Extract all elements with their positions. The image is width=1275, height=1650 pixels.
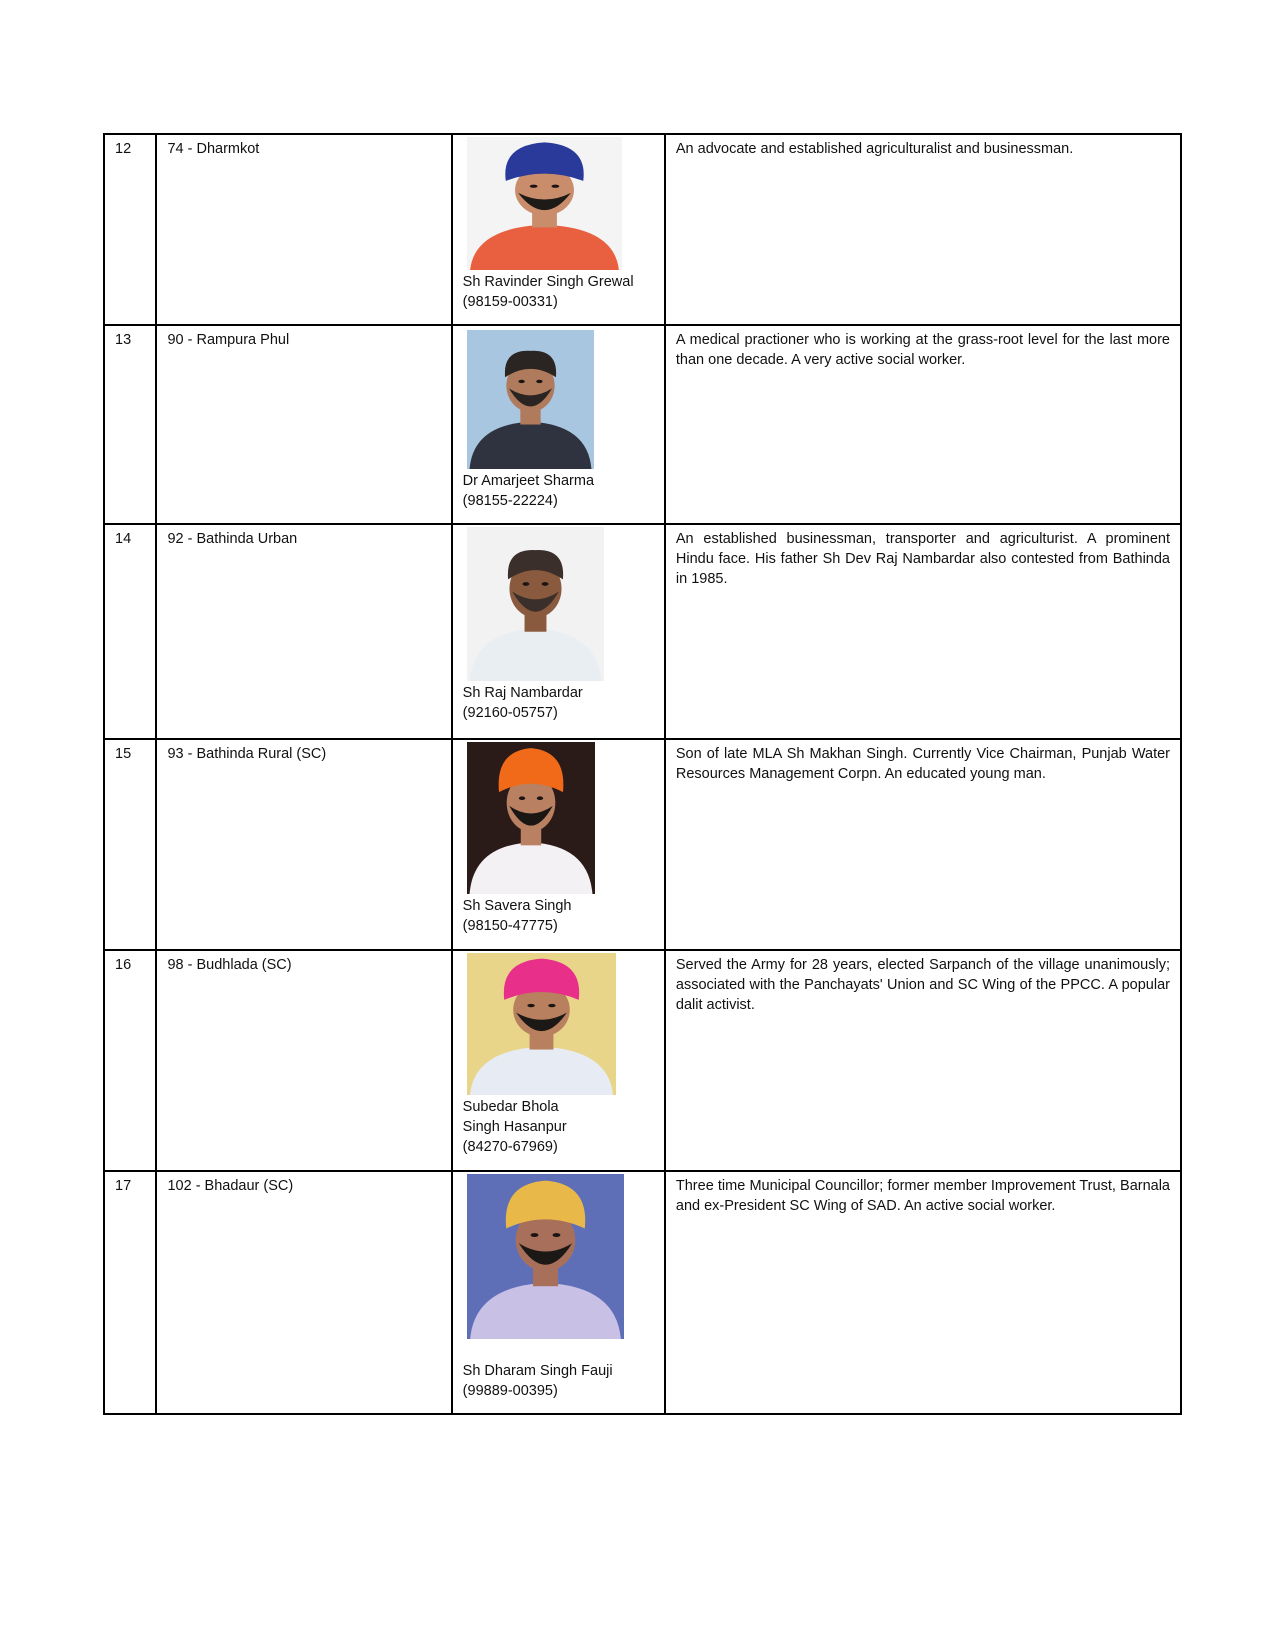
constituency: 93 - Bathinda Rural (SC) xyxy=(156,739,451,950)
candidate-photo xyxy=(467,137,622,270)
eye-shape xyxy=(552,1233,560,1237)
eye-shape xyxy=(518,380,524,383)
serial-number: 16 xyxy=(104,950,156,1171)
constituency: 90 - Rampura Phul xyxy=(156,325,451,524)
eye-shape xyxy=(522,582,529,586)
eye-shape xyxy=(529,185,537,188)
candidate-name: Sh Dharam Singh Fauji xyxy=(462,1363,613,1379)
candidate-description: Three time Municipal Councillor; former member Improvement Trust, Barnala and ex-President SC Wing of SAD. An active social worker. xyxy=(665,1171,1181,1414)
portrait-illustration xyxy=(467,137,622,270)
candidate-photo xyxy=(467,330,594,469)
constituency: 98 - Budhlada (SC) xyxy=(156,950,451,1171)
eye-shape xyxy=(536,796,542,800)
portrait-illustration xyxy=(467,527,604,681)
portrait-illustration xyxy=(467,1174,624,1339)
candidate-name: Singh Hasanpur xyxy=(462,1119,567,1135)
table-row xyxy=(104,739,1181,950)
portrait-illustration xyxy=(467,330,594,469)
serial-number: 15 xyxy=(104,739,156,950)
table-row xyxy=(104,325,1181,524)
candidate-name: Sh Savera Singh xyxy=(462,898,572,914)
candidate-photo xyxy=(467,527,604,681)
candidate-description: Served the Army for 28 years, elected Sarpanch of the village unanimously; associated with the Panchayats' Union and SC Wing of the PPCC. A popular dalit activist. xyxy=(665,950,1181,1171)
candidate-cell xyxy=(452,325,665,524)
candidate-cell xyxy=(452,950,665,1171)
serial-number: 13 xyxy=(104,325,156,524)
table-row xyxy=(104,524,1181,739)
candidate-phone: (99889-00395) xyxy=(462,1383,558,1399)
eye-shape xyxy=(519,796,525,800)
portrait-illustration xyxy=(467,742,595,894)
constituency: 92 - Bathinda Urban xyxy=(156,524,451,739)
candidates-table xyxy=(103,133,1182,1415)
eye-shape xyxy=(530,1233,538,1237)
candidate-phone: (98155-22224) xyxy=(462,493,558,509)
constituency: 102 - Bhadaur (SC) xyxy=(156,1171,451,1414)
eye-shape xyxy=(551,185,559,188)
serial-number: 17 xyxy=(104,1171,156,1414)
candidate-name: Dr Amarjeet Sharma xyxy=(462,473,595,489)
candidate-photo xyxy=(467,1174,624,1339)
candidate-phone: (92160-05757) xyxy=(462,705,558,721)
eye-shape xyxy=(548,1004,555,1007)
candidate-photo xyxy=(467,742,595,894)
candidate-name: Subedar Bhola xyxy=(462,1099,559,1115)
candidate-cell xyxy=(452,739,665,950)
candidate-name: Sh Ravinder Singh Grewal xyxy=(462,274,634,290)
candidate-phone: (98150-47775) xyxy=(462,918,558,934)
candidate-description: Son of late MLA Sh Makhan Singh. Currently Vice Chairman, Punjab Water Resources Management Corpn. An educated young man. xyxy=(665,739,1181,950)
candidate-cell xyxy=(452,134,665,325)
candidate-phone: (84270-67969) xyxy=(462,1139,558,1155)
eye-shape xyxy=(536,380,542,383)
portrait-illustration xyxy=(467,953,616,1095)
candidate-photo xyxy=(467,953,616,1095)
serial-number: 14 xyxy=(104,524,156,739)
eye-shape xyxy=(527,1004,534,1007)
candidate-description: A medical practioner who is working at the grass-root level for the last more than one decade. A very active social worker. xyxy=(665,325,1181,524)
candidate-description: An established businessman, transporter and agriculturist. A prominent Hindu face. His father Sh Dev Raj Nambardar also contested from Bathinda in 1985. xyxy=(665,524,1181,739)
candidate-cell xyxy=(452,524,665,739)
eye-shape xyxy=(541,582,548,586)
candidate-name: Sh Raj Nambardar xyxy=(462,685,583,701)
table-row xyxy=(104,950,1181,1171)
candidate-phone: (98159-00331) xyxy=(462,294,558,310)
candidate-description: An advocate and established agriculturalist and businessman. xyxy=(665,134,1181,325)
constituency: 74 - Dharmkot xyxy=(156,134,451,325)
serial-number: 12 xyxy=(104,134,156,325)
candidate-cell xyxy=(452,1171,665,1414)
table-row xyxy=(104,1171,1181,1414)
table-row xyxy=(104,134,1181,325)
